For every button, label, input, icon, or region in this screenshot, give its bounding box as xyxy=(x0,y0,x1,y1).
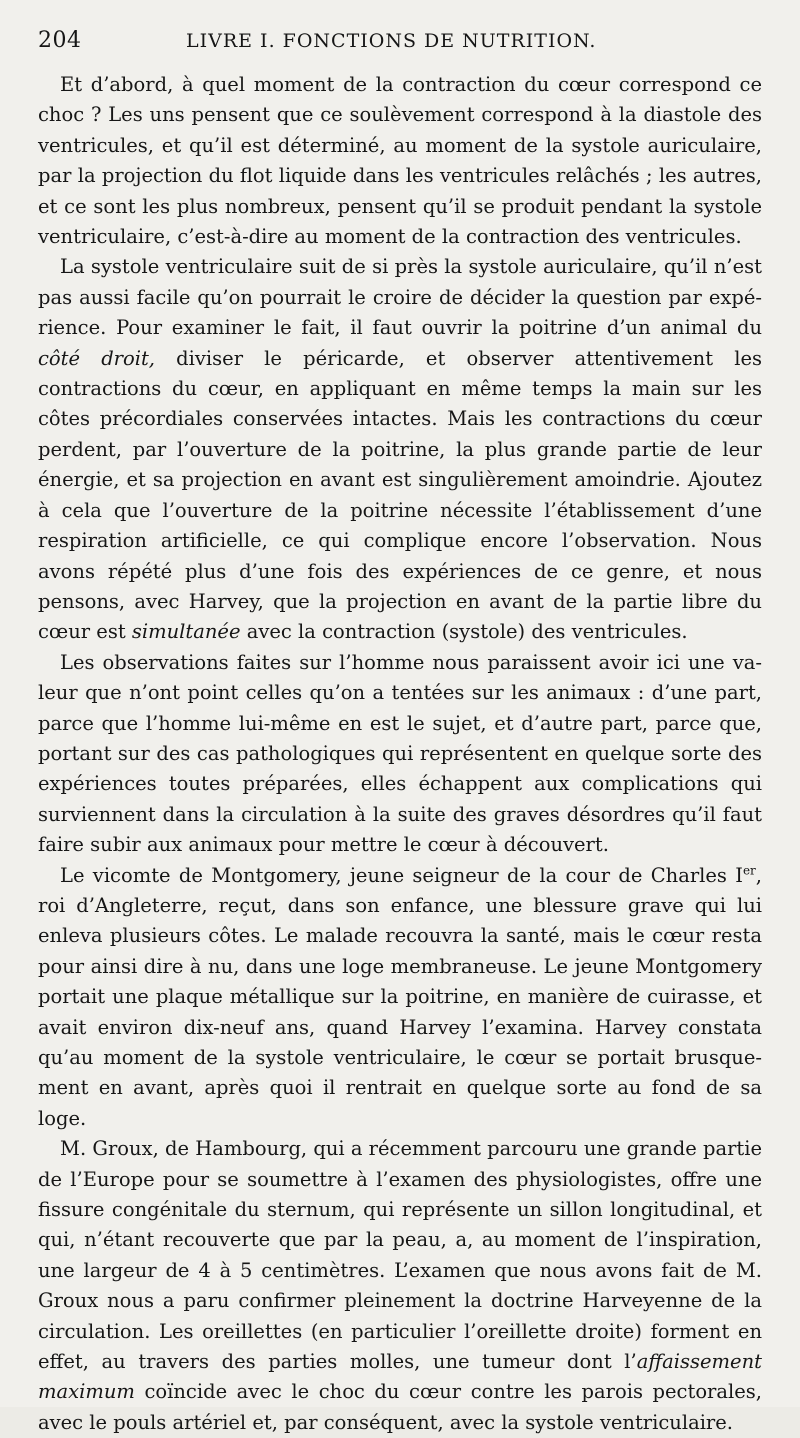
italic-text: simultanée xyxy=(131,620,241,644)
italic-text: affaissement maximum xyxy=(38,1350,762,1404)
text-segment: , roi d’Angleterre, reçut, dans son enfance, une blessure grave qui lui enleva plusieurs côtes. Le malade recouvra la santé, mais le cœur resta pour ainsi dire à nu, dans une loge membraneuse. Le jeune Montgomery portait une plaque métallique sur la poitrine, en manière de cuirasse, et avait environ dix-neuf ans, quand Harvey l’examina. Harvey constata qu’au moment de la systole ventriculaire, le cœur se portait brusquement en avant, après quoi il rentrait en quelque sorte au fond de sa loge. xyxy=(38,863,762,1130)
text-segment: avec la contraction (systole) des ventricules. xyxy=(240,620,688,644)
paragraph xyxy=(38,648,762,861)
text-segment: diviser le péricarde, et observer attentivement les contractions du cœur, en appliquant en même temps la main sur les côtes précordiales conservées intactes. Mais les contractions du cœur perdent, par l’ouverture de la poitrine, la plus grande partie de leur énergie, et sa projection en avant est singulièrement amoindrie. Ajoutez à cela que l’ouverture de la poitrine nécessite l’établissement d’une respiration artificielle, ce qui complique encore l’observation. Nous avons répété plus d’une fois des expériences de ce genre, et nous pensons, avec Harvey, que la projection en avant de la partie libre du cœur est xyxy=(38,346,762,644)
text-segment: Et d’abord, à quel moment de la contraction du cœur correspond ce choc ? Les uns pensent que ce soulèvement correspond à la diastole des ventricules, et qu’il est déterminé, au moment de la systole auriculaire, par la projection du flot liquide dans les ventricules relâchés ; les autres, et ce sont les plus nombreux, pensent qu’il se produit pendant la systole ventriculaire, c’est-à-dire au moment de la contraction des ventricules. xyxy=(38,73,762,249)
text-segment: Le vicomte de Montgomery, jeune seigneur de la cour de Charles I xyxy=(60,863,743,887)
paragraph xyxy=(38,70,762,252)
running-title: LIVRE I. FONCTIONS DE NUTRITION. xyxy=(186,30,597,52)
superscript: er xyxy=(742,863,756,878)
page-header xyxy=(38,28,762,68)
text-segment: coïncide avec le choc du cœur contre les parois pectorales, avec le pouls artériel et, par conséquent, avec la systole ventriculaire. xyxy=(38,1380,762,1434)
page-number: 204 xyxy=(38,28,82,53)
italic-text: côté droit, xyxy=(38,346,156,370)
text-segment: M. Groux, de Hambourg, qui a récemment parcouru une grande partie de l’Europe pour se soumettre à l’examen des physiologistes, offre une fissure congénitale du sternum, qui représente un sillon longitudinal, et qui, n’étant recouverte que par la peau, a, au moment de l’inspiration, une largeur de 4 à 5 centimètres. L’examen que nous avons fait de M. Groux nous a paru confirmer pleinement la doctrine Harveyenne de la circulation. Les oreillettes (en particulier l’oreillette droite) forment en effet, au travers des parties molles, une tumeur dont l’ xyxy=(38,1137,762,1374)
text-segment: La systole ventriculaire suit de si près la systole auriculaire, qu’il n’est pas aussi facile qu’on pourrait le croire de décider la question par expérience. Pour examiner le fait, il faut ouvrir la poitrine d’un animal du xyxy=(38,255,762,340)
paragraph xyxy=(38,861,762,1135)
paragraph xyxy=(38,252,762,647)
body-text xyxy=(38,70,762,1438)
paragraph xyxy=(38,1134,762,1438)
text-segment: Les observations faites sur l’homme nous paraissent avoir ici une valeur que n’ont point celles qu’on a tentées sur les animaux : d’une part, parce que l’homme lui-même en est le sujet, et d’autre part, parce que, portant sur des cas pathologiques qui représentent en quelque sorte des expériences toutes préparées, elles échappent aux complications qui surviennent dans la circulation à la suite des graves désordres qu’il faut faire subir aux animaux pour mettre le cœur à découvert. xyxy=(38,650,762,857)
